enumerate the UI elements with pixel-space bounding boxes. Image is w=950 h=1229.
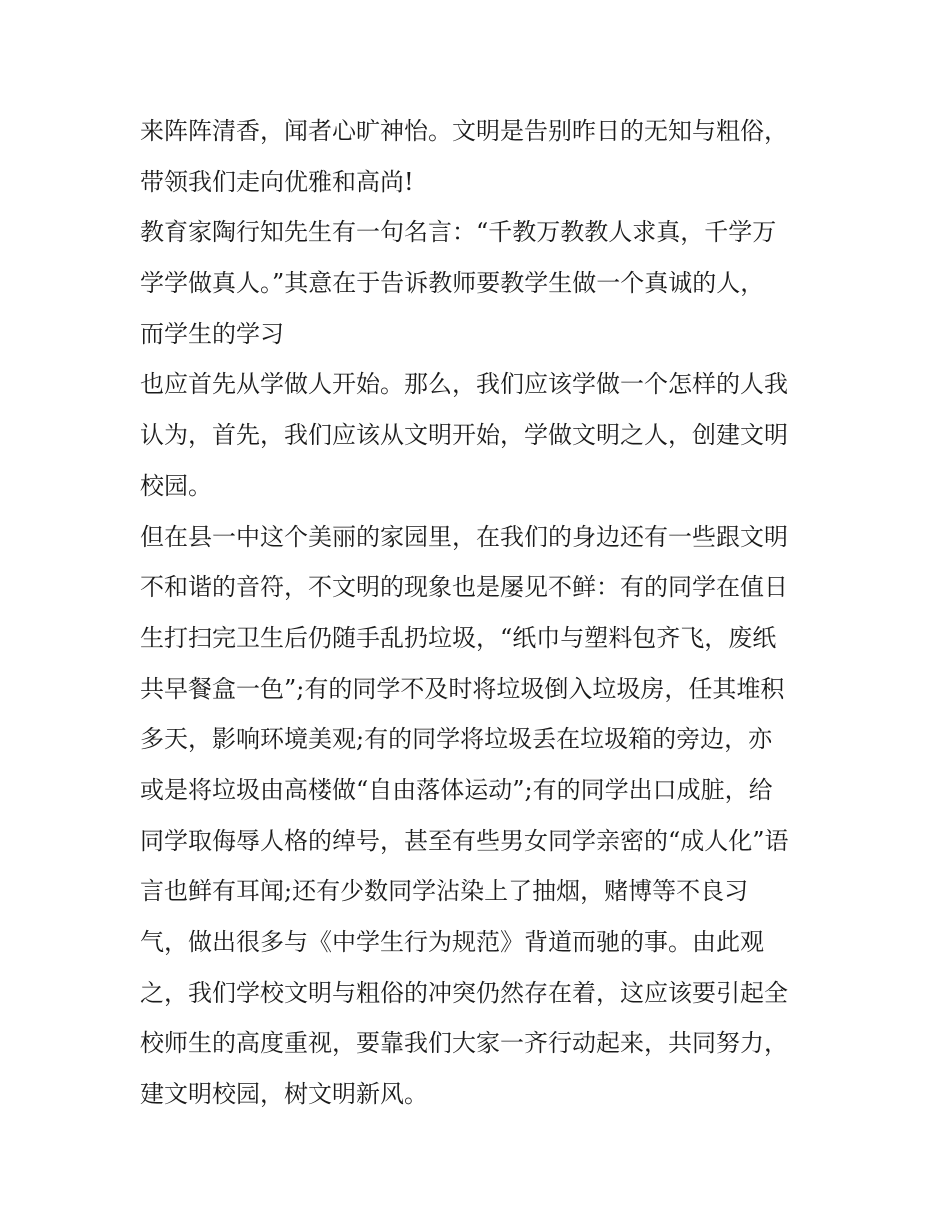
text-line: 教育家陶行知先生有一句名言：“千教万教教人求真，千学万 [140, 218, 777, 247]
text-line: 同学取侮辱人格的绰号，甚至有些男女同学亲密的“成人化”语 [140, 826, 789, 855]
text-line: 校园。 [140, 471, 212, 500]
text-line: 共早餐盒一色”;有的同学不及时将垃圾倒入垃圾房，任其堆积 [140, 674, 785, 703]
body-text [140, 106, 820, 1120]
text-line: 校师生的高度重视，要靠我们大家一齐行动起来，共同努力， [140, 1029, 788, 1058]
text-line: 认为，首先，我们应该从文明开始，学做文明之人，创建文明 [140, 421, 788, 450]
text-line: 言也鲜有耳闻;还有少数同学沾染上了抽烟，赌博等不良习 [140, 877, 749, 906]
text-line: 或是将垃圾由高楼做“自由落体运动”;有的同学出口成脏，给 [140, 775, 773, 804]
text-line: 多天，影响环境美观;有的同学将垃圾丢在垃圾箱的旁边，亦 [140, 725, 773, 754]
text-line: 带领我们走向优雅和高尚! [140, 167, 414, 196]
text-line: 但在县一中这个美丽的家园里，在我们的身边还有一些跟文明 [140, 522, 788, 551]
text-line: 学学做真人。”其意在于告诉教师要教学生做一个真诚的人， [140, 269, 765, 298]
text-line: 生打扫完卫生后仍随手乱扔垃圾，“纸巾与塑料包齐飞，废纸 [140, 623, 777, 652]
text-line: 不和谐的音符，不文明的现象也是屡见不鲜：有的同学在值日 [140, 573, 788, 602]
text-line: 建文明校园，树文明新风。 [140, 1080, 428, 1109]
text-line: 而学生的学习 [140, 319, 284, 348]
text-line: 来阵阵清香，闻者心旷神怡。文明是告别昨日的无知与粗俗， [140, 117, 788, 145]
text-line: 气，做出很多与《中学生行为规范》背道而驰的事。由此观 [140, 928, 764, 956]
text-line: 之，我们学校文明与粗俗的冲突仍然存在着，这应该要引起全 [140, 978, 788, 1007]
text-line: 也应首先从学做人开始。那么，我们应该学做一个怎样的人我 [140, 370, 788, 399]
